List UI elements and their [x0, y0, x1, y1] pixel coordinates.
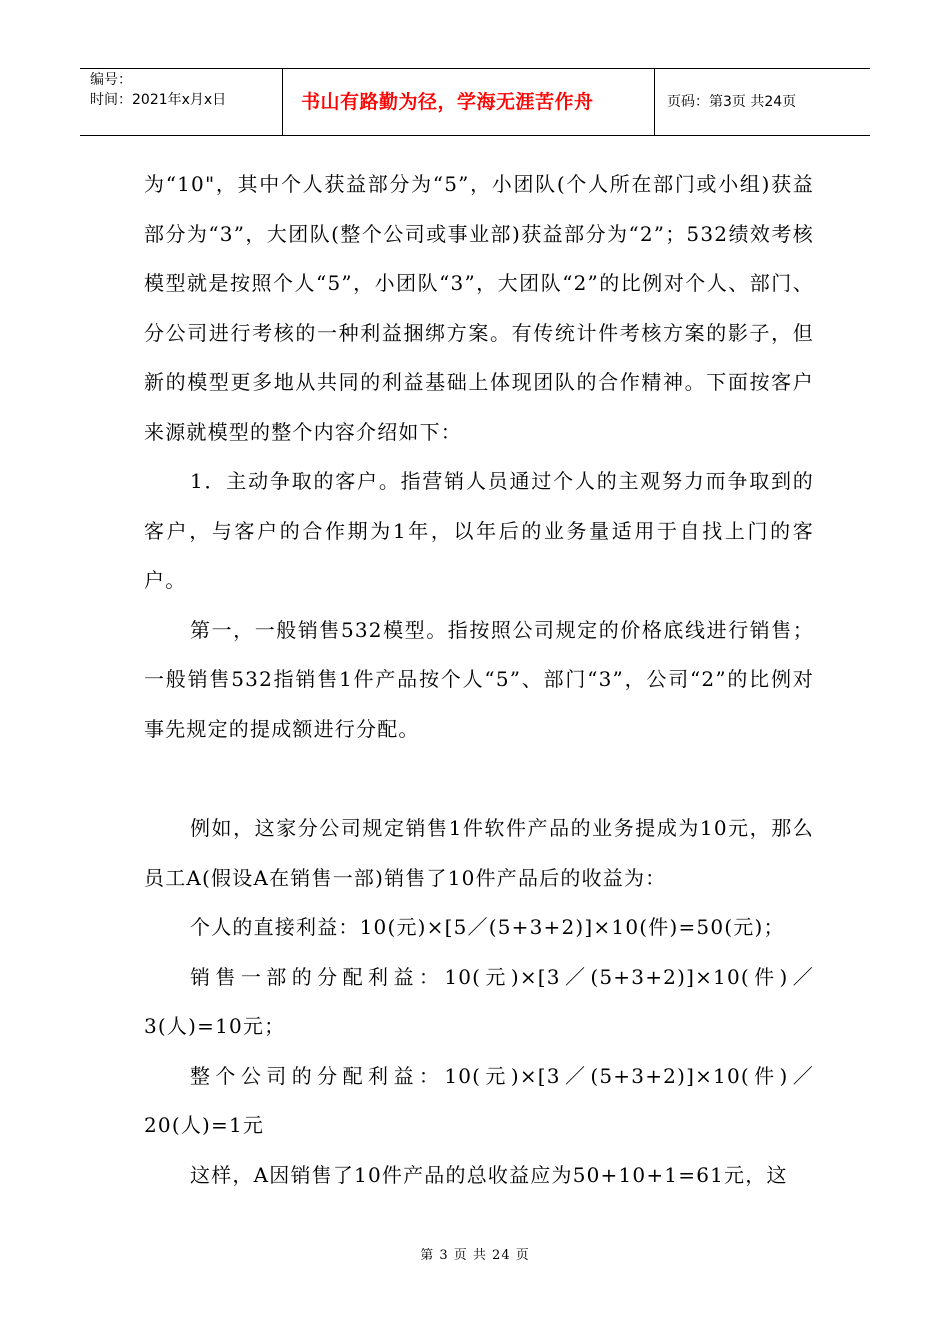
header-meta — [80, 69, 283, 135]
header-page-number: 页码：第3页 共24页 — [667, 94, 797, 110]
document-body — [144, 160, 814, 1200]
paragraph-gap — [144, 754, 814, 804]
paragraph-example: 例如，这家分公司规定销售1件软件产品的业务提成为10元，那么员工A(假设A在销售一部)销售了10件产品后的收益为： — [144, 816, 814, 890]
header-motto: 书山有路勤为径，学海无涯苦作舟 — [283, 69, 655, 135]
paragraph-general-sales-model: 第一，一般销售532模型。指按照公司规定的价格底线进行销售；一般销售532指销售1件产品按个人“5”、部门“3”，公司“2”的比例对事先规定的提成额进行分配。 — [144, 617, 814, 741]
paragraph-active-clients: 1．主动争取的客户。指营销人员通过个人的主观努力而争取到的客户，与客户的合作期为1年，以年后的业务量适用于自找上门的客户。 — [144, 469, 814, 592]
doc-date-label: 时间：2021年x月x日 — [90, 92, 227, 108]
formula-personal-benefit: 个人的直接利益：10(元)×[5／(5+3+2)]×10(件)=50(元)； — [190, 915, 785, 939]
paragraph-total-benefit: 这样，A因销售了10件产品的总收益应为50+10+1=61元，这 — [190, 1162, 788, 1187]
formula-department-benefit: 销售一部的分配利益：10(元)×[3／(5+3+2)]×10(件)／3(人)=10元； — [144, 964, 814, 1038]
page-footer: 第 3 页 共 24 页 — [420, 1248, 530, 1263]
paragraph-intro: 为“10"，其中个人获益部分为“5”，小团队(个人所在部门或小组)获益部分为“3”，大团队(整个公司或事业部)获益部分为“2”；532绩效考核模型就是按照个人“5”，小团队“3”，大团队“2”的比例对个人、部门、分公司进行考核的一种利益捆绑方案。有传统计件考核方案的影子，但新的模型更多地从共同的利益基础上体现团队的合作精神。下面按客户来源就模型的整个内容介绍如下： — [144, 172, 814, 444]
document-header — [80, 68, 870, 136]
doc-number-label: 编号： — [90, 72, 132, 88]
formula-company-benefit: 整个公司的分配利益：10(元)×[3／(5+3+2)]×10(件)／20(人)=1元 — [144, 1063, 814, 1137]
